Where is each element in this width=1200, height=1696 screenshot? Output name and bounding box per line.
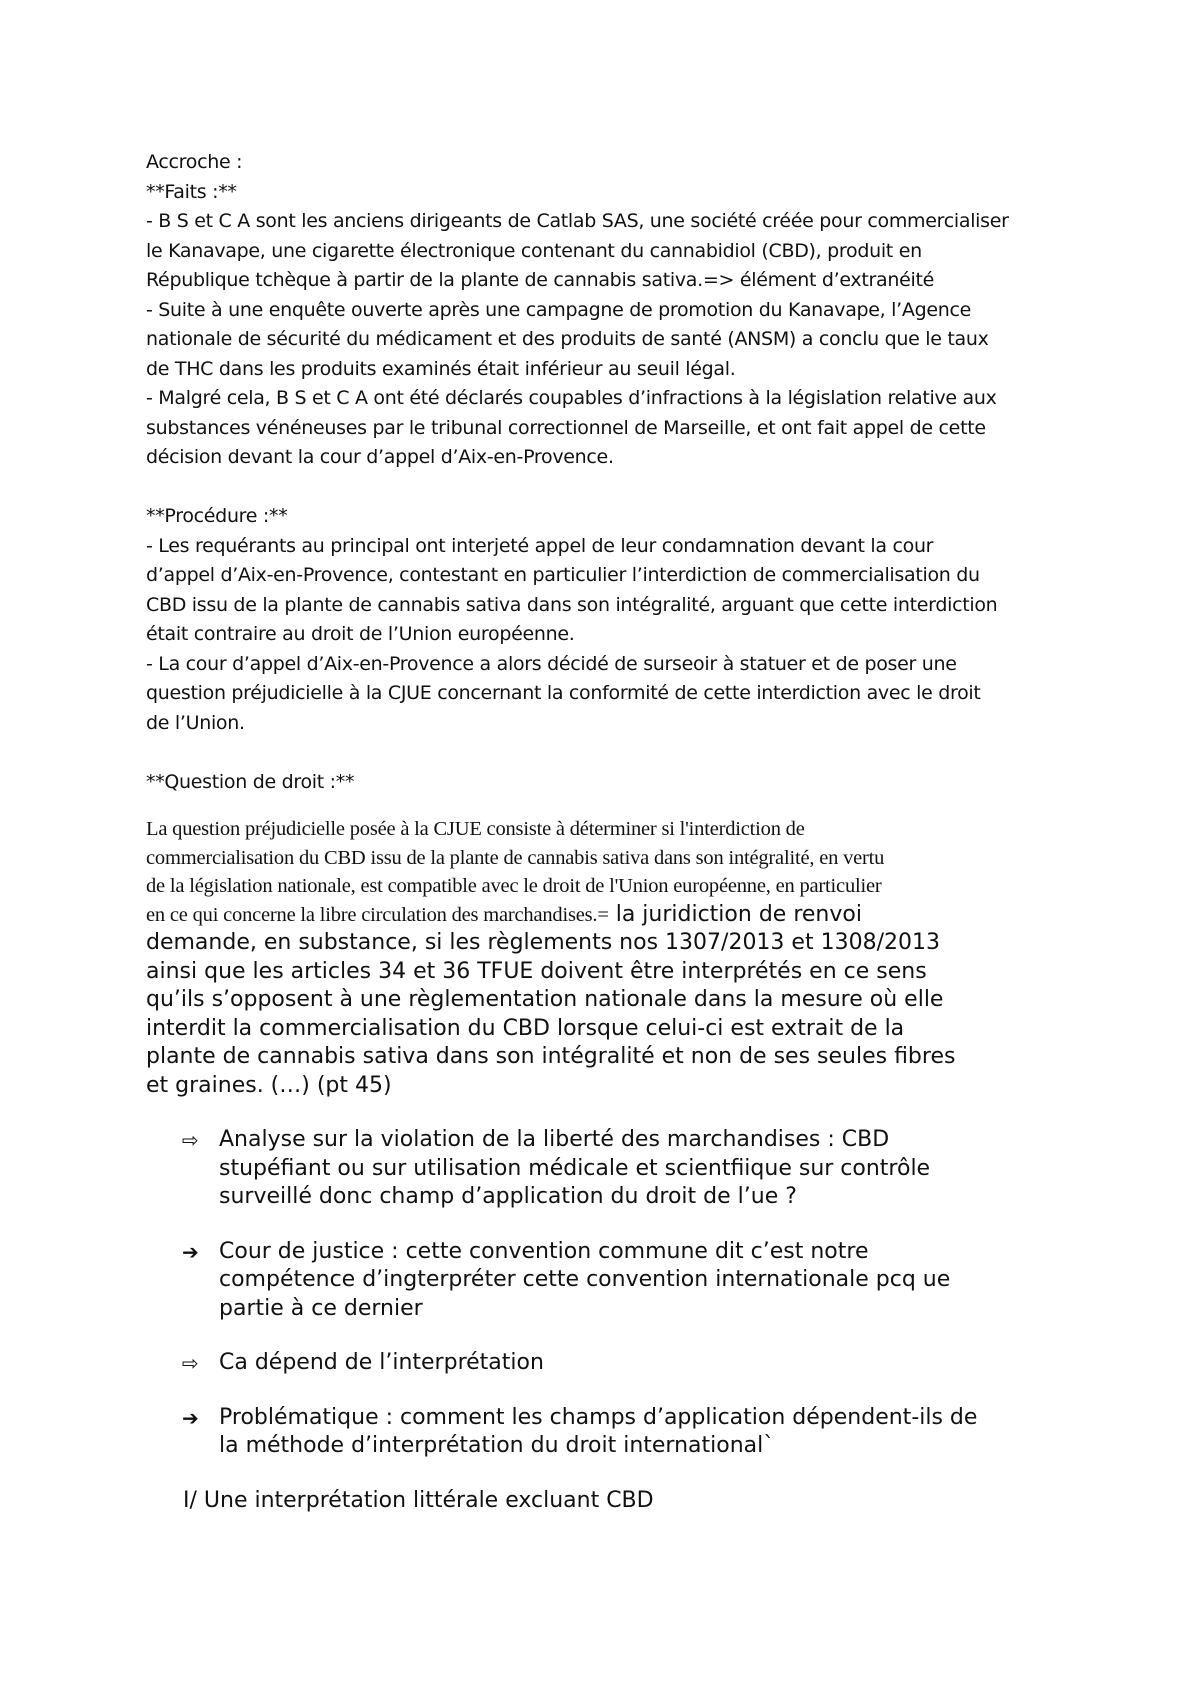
paragraph-gap [146,473,1076,503]
text-line: - La cour d’appel d’Aix-en-Provence a alors décidé de surseoir à statuer et de poser une [146,652,957,675]
hollow-arrow-icon: ⇨ [182,1351,199,1375]
bullet-line: Ca dépend de l’interprétation [219,1350,544,1375]
text-line: était contraire au droit de l’Union européenne. [146,623,575,645]
text-line: décision devant la cour d’appel d’Aix-en-Provence. [146,446,614,468]
text-line: commercialisation du CBD issu de la plante de cannabis sativa dans son intégralité, en vertu [146,846,885,869]
text-line: le Kanavape, une cigarette électronique contenant du cannabidiol (CBD), produit en [146,239,922,262]
text-line: qu’ils s’opposent à une règlementation nationale dans la mesure où elle [146,987,944,1012]
text-line: CBD issu de la plante de cannabis sativa dans son intégralité, arguant que cette interdiction [146,593,998,616]
text-line: de l’Union. [146,711,245,734]
text-line: - Suite à une enquête ouverte après une campagne de promotion du Kanavape, l’Agence [146,298,972,321]
text-line: nationale de sécurité du médicament et des produits de santé (ANSM) a conclu que le taux [146,328,989,350]
bullet-line: compétence d’ingterpréter cette convention internationale pcq ue [219,1267,951,1292]
bold-arrow-icon: ➔ [182,1405,199,1430]
section-heading: I/ Une interprétation littérale excluant CBD [183,1487,654,1513]
bullet-item [146,1126,1076,1212]
text-line: - Malgré cela, B S et C A ont été déclarés coupables d’infractions à la législation relative aux [146,387,997,409]
text-line: plante de cannabis sativa dans son intégralité et non de ses seules fibres [146,1044,956,1069]
text-line: - Les requérants au principal ont interjeté appel de leur condamnation devant la cour [146,534,934,557]
bold-arrow-icon: ➔ [182,1239,199,1264]
text-line: et graines. (…) (pt 45) [146,1072,392,1098]
question-heading: **Question de droit :** [146,770,355,793]
question-section [146,815,1076,1100]
facts-section [146,148,1076,473]
text-line: République tchèque à partir de la plante de cannabis sativa.=> élément d’extranéité [146,269,934,291]
text-line: de THC dans les produits examinés était inférieur au seuil légal. [146,357,736,380]
bullet-item [146,1404,1076,1461]
text-line: de la législation nationale, est compatible avec le droit de l'Union européenne, en particulier [146,875,882,897]
bullet-item [146,1349,1076,1378]
bullet-line: Problématique : comment les champs d’application dépendent-ils de [219,1404,978,1430]
text-line: interdit la commercialisation du CBD lorsque celui-ci est extrait de la [146,1015,905,1041]
text-line: question préjudicielle à la CJUE concernant la conformité de cette interdiction avec le droit [146,682,981,704]
hollow-arrow-icon: ⇨ [182,1128,199,1152]
text-line: d’appel d’Aix-en-Provence, contestant en particulier l’interdiction de commercialisation du [146,564,980,586]
accroche-label: Accroche : [146,151,243,173]
bullet-item [146,1238,1076,1324]
faits-heading: **Faits :** [146,180,237,203]
text-line: substances vénéneuses par le tribunal correctionnel de Marseille, et ont fait appel de cette [146,416,986,439]
text-fragment: la juridiction de renvoi [608,901,862,927]
bullet-line: partie à ce dernier [219,1295,423,1321]
paragraph-gap [146,797,1076,815]
paragraph-gap [146,738,1076,768]
text-fragment: en ce qui concerne la libre circulation des marchandises.= [146,903,609,926]
bullet-line: la méthode d’interprétation du droit international` [219,1433,775,1458]
procedure-section [146,502,1076,738]
bullet-line: surveillé donc champ d’application du droit de l’ue ? [219,1184,797,1209]
procedure-heading: **Procédure :** [146,505,288,527]
bullet-line: stupéfiant ou sur utilisation médicale et scientfiique sur contrôle [219,1155,931,1181]
text-line: demande, en substance, si les règlements nos 1307/2013 et 1308/2013 [146,930,940,955]
question-heading-block [146,768,1076,798]
text-line: La question préjudicielle posée à la CJUE consiste à déterminer si l'interdiction de [146,818,805,840]
mixed-text-line [146,901,1076,930]
bullet-line: Analyse sur la violation de la liberté des marchandises : CBD [219,1127,890,1152]
document-body [146,148,1076,1515]
text-line: ainsi que les articles 34 et 36 TFUE doivent être interprétés en ce sens [146,958,927,984]
bullet-line: Cour de justice : cette convention commune dit c’est notre [219,1238,869,1264]
text-line: - B S et C A sont les anciens dirigeants de Catlab SAS, une société créée pour commercialiser [146,210,1009,232]
